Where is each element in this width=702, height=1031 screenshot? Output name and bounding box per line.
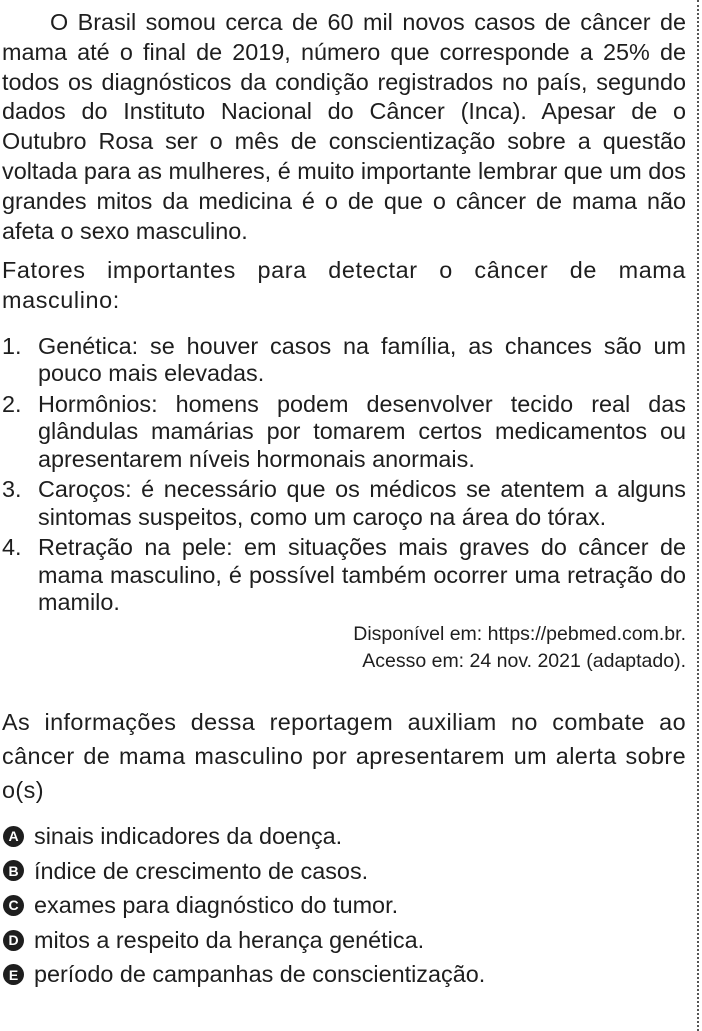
- option-c[interactable]: [2, 888, 686, 923]
- article-intro: O Brasil somou cerca de 60 mil novos casos de câncer de mama até o final de 2019, número que corresponde a 25% de todos os diagnósticos da condição registrados no país, segundo dados do Instituto Nacional do Câncer (Inca). Apesar de o Outubro Rosa ser o mês de conscientização sobre a questão voltada para as mulheres, é muito importante lembrar que um dos grandes mitos da medicina é o de que o câncer de mama não afeta o sexo masculino.: [2, 9, 686, 244]
- source-url: Disponível em: https://pebmed.com.br.: [353, 622, 686, 645]
- question-stem: As informações dessa reportagem auxiliam no combate ao câncer de mama masculino por apresentarem um alerta sobre o(s): [2, 708, 686, 803]
- factor-number: 4.: [2, 534, 22, 561]
- source-citation: [2, 621, 686, 675]
- option-b-text: índice de crescimento de casos.: [34, 857, 369, 884]
- factors-list: [2, 333, 686, 617]
- exam-page: [2, 8, 686, 992]
- option-e-text: período de campanhas de conscientização.: [34, 961, 486, 988]
- factor-text: Hormônios: homens podem desenvolver tecido real das glândulas mamárias por tomarem certos medicamentos ou apresentarem níveis hormonais anormais.: [38, 390, 686, 472]
- factor-text: Retração na pele: em situações mais graves do câncer de mama masculino, é possível também ocorrer uma retração do mamilo.: [38, 534, 686, 616]
- option-d-badge-icon: D: [3, 930, 24, 951]
- factors-heading: Fatores importantes para detectar o câncer de mama masculino:: [2, 257, 686, 314]
- column-divider: [697, 0, 699, 1031]
- option-d-text: mitos a respeito da herança genética.: [34, 926, 425, 953]
- option-e-badge-icon: E: [3, 964, 24, 985]
- factor-text: Genética: se houver casos na família, as chances são um pouco mais elevadas.: [38, 332, 686, 387]
- answer-options: [2, 819, 686, 992]
- factor-number: 1.: [2, 332, 22, 359]
- option-b-badge-icon: B: [3, 860, 24, 881]
- option-e[interactable]: [2, 957, 686, 992]
- option-b[interactable]: [2, 854, 686, 889]
- factor-item: [2, 333, 686, 388]
- option-a-badge-icon: A: [3, 826, 24, 847]
- option-a[interactable]: [2, 819, 686, 854]
- option-c-badge-icon: C: [3, 895, 24, 916]
- source-access-date: Acesso em: 24 nov. 2021 (adaptado).: [362, 649, 686, 672]
- factor-number: 2.: [2, 390, 22, 417]
- factor-text: Caroços: é necessário que os médicos se atentem a alguns sintomas suspeitos, como um caroço na área do tórax.: [38, 476, 686, 530]
- factor-item: [2, 534, 686, 617]
- option-c-text: exames para diagnóstico do tumor.: [34, 892, 399, 919]
- factor-item: [2, 391, 686, 474]
- factor-number: 3.: [2, 476, 22, 503]
- option-a-text: sinais indicadores da doença.: [34, 822, 343, 849]
- option-d[interactable]: [2, 923, 686, 958]
- factor-item: [2, 476, 686, 531]
